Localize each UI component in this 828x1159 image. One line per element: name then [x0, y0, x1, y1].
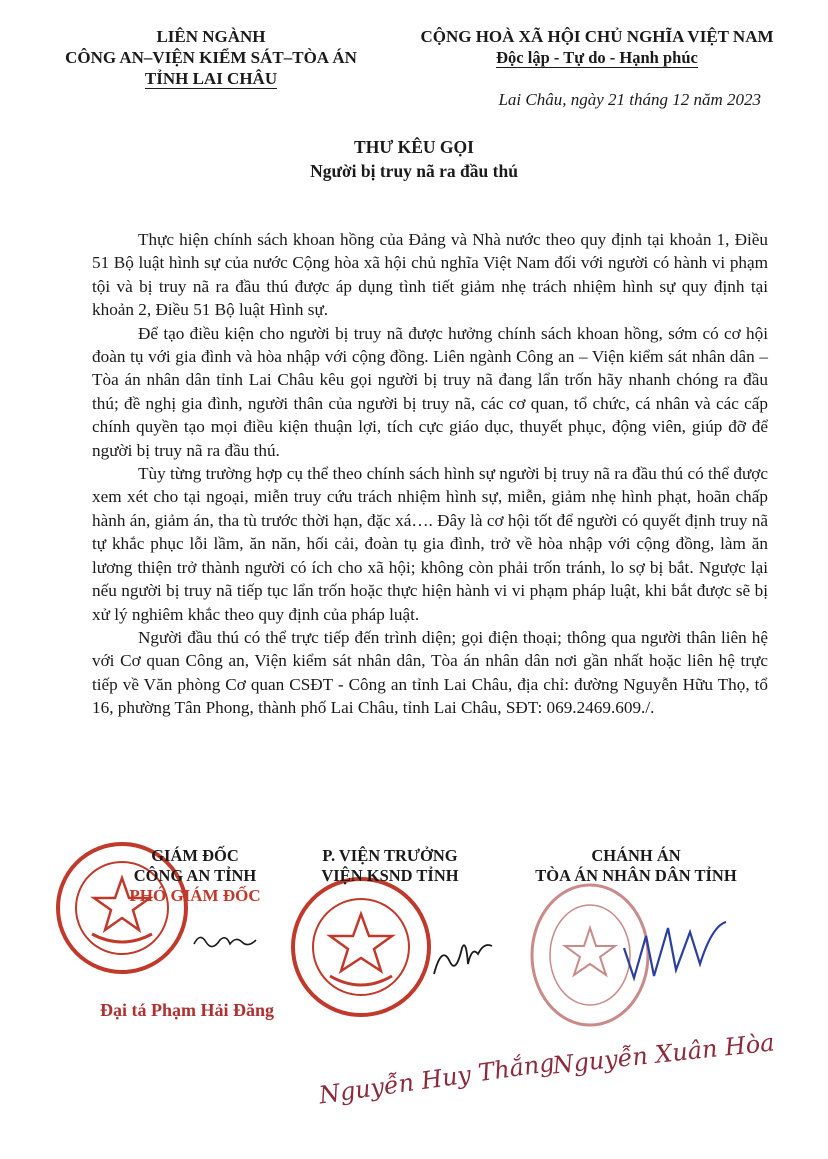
agency-line-3: TỈNH LAI CHÂU	[144, 69, 278, 88]
procuracy-signer-name: Nguyễn Huy Thắng	[317, 1048, 557, 1110]
title-subtitle: Người bị truy nã ra đầu thú	[310, 161, 518, 181]
procuracy-signature-block	[290, 846, 490, 886]
police-handwritten-signature-icon	[190, 930, 260, 952]
body-paragraph: Tùy từng trường hợp cụ thể theo chính sách hình sự người bị truy nã ra đầu thú có thể được xem xét cho tại ngoại, miễn truy cứu trách nhiệm hình sự, miễn, giảm nhẹ hình phạt, hoãn chấp hành án, giảm án, tha tù trước thời hạn, đặc xá…. Đây là cơ hội tốt để người có quyết định truy nã tự khắc phục lỗi lầm, ăn năn, hối cải, đoàn tụ gia đình, trở về hòa nhập với cộng đồng, làm ăn lương thiện trở thành người có ích cho xã hội; không còn phải trốn tránh, lo sợ bị bắt. Ngược lại nếu người bị truy nã tiếp tục lẩn trốn hoặc thực hiện hành vi vi phạm pháp luật, khi bắt được sẽ bị xử lý nghiêm khắc theo quy định của pháp luật.	[92, 464, 768, 624]
document-title	[0, 135, 828, 183]
court-handwritten-signature-icon	[620, 918, 730, 988]
police-stamp-title: PHÓ GIÁM ĐỐC	[129, 886, 261, 905]
procuracy-title-2: VIỆN KSND TỈNH	[321, 866, 459, 885]
procuracy-title-1: P. VIỆN TRƯỞNG	[322, 846, 458, 865]
body-paragraph: Thực hiện chính sách khoan hồng của Đảng và Nhà nước theo quy định tại khoản 1, Điều 51 Bộ luật hình sự của nước Cộng hòa xã hội chủ nghĩa Việt Nam đối với người có hành vi phạm tội và bị truy nã ra đầu thú được áp dụng tình tiết giảm nhẹ trách nhiệm hình sự quy định tại khoản 2, Điều 51 Bộ luật Hình sự.	[92, 230, 768, 320]
police-signature-block	[95, 846, 295, 906]
procuracy-seal-icon	[286, 872, 436, 1022]
police-title-1: GIÁM ĐỐC	[151, 846, 239, 865]
national-motto-header	[382, 26, 812, 68]
letter-body	[92, 228, 768, 720]
procuracy-handwritten-signature-icon	[428, 934, 498, 984]
body-paragraph: Để tạo điều kiện cho người bị truy nã được hưởng chính sách khoan hồng, sớm có cơ hội đoàn tụ với gia đình và hòa nhập với cộng đồng. Liên ngành Công an – Viện kiểm sát nhân dân – Tòa án nhân dân tỉnh Lai Châu kêu gọi người bị truy nã đang lẩn trốn hãy nhanh chóng ra đầu thú; đề nghị gia đình, người thân của người bị truy nã, các cơ quan, tổ chức, cá nhân và các cấp chính quyền tạo mọi điều kiện thuận lợi, tích cực giáo dục, thuyết phục, động viên, giúp đỡ để người bị truy nã ra đầu thú.	[92, 323, 768, 460]
court-title-1: CHÁNH ÁN	[591, 846, 681, 865]
title-main: THƯ KÊU GỌI	[354, 137, 474, 157]
agency-line-2: CÔNG AN–VIỆN KIỂM SÁT–TÒA ÁN	[65, 48, 357, 67]
place-date-line: Lai Châu, ngày 21 tháng 12 năm 2023	[498, 90, 761, 109]
country-name: CỘNG HOÀ XÃ HỘI CHỦ NGHĨA VIỆT NAM	[420, 27, 774, 46]
police-title-2: CÔNG AN TỈNH	[133, 866, 257, 885]
agency-line-1: LIÊN NGÀNH	[156, 27, 266, 46]
court-signer-name: Nguyễn Xuân Hòa	[551, 1028, 776, 1080]
issuing-agency-header	[50, 26, 372, 89]
court-title-2: TÒA ÁN NHÂN DÂN TỈNH	[535, 866, 737, 885]
court-signature-block	[510, 846, 762, 886]
national-motto: Độc lập - Tự do - Hạnh phúc	[496, 48, 698, 67]
body-paragraph: Người đầu thú có thể trực tiếp đến trình diện; gọi điện thoại; thông qua người thân liên hệ với Cơ quan Công an, Viện kiểm sát nhân dân, Tòa án nhân dân nơi gần nhất hoặc liên hệ trực tiếp về Văn phòng Cơ quan CSĐT - Công an tỉnh Lai Châu, địa chỉ: đường Nguyễn Hữu Thọ, tổ 16, phường Tân Phong, thành phố Lai Châu, tỉnh Lai Châu, SĐT: 069.2469.609./.	[92, 627, 768, 718]
police-signer-name: Đại tá Phạm Hải Đăng	[99, 1000, 274, 1020]
